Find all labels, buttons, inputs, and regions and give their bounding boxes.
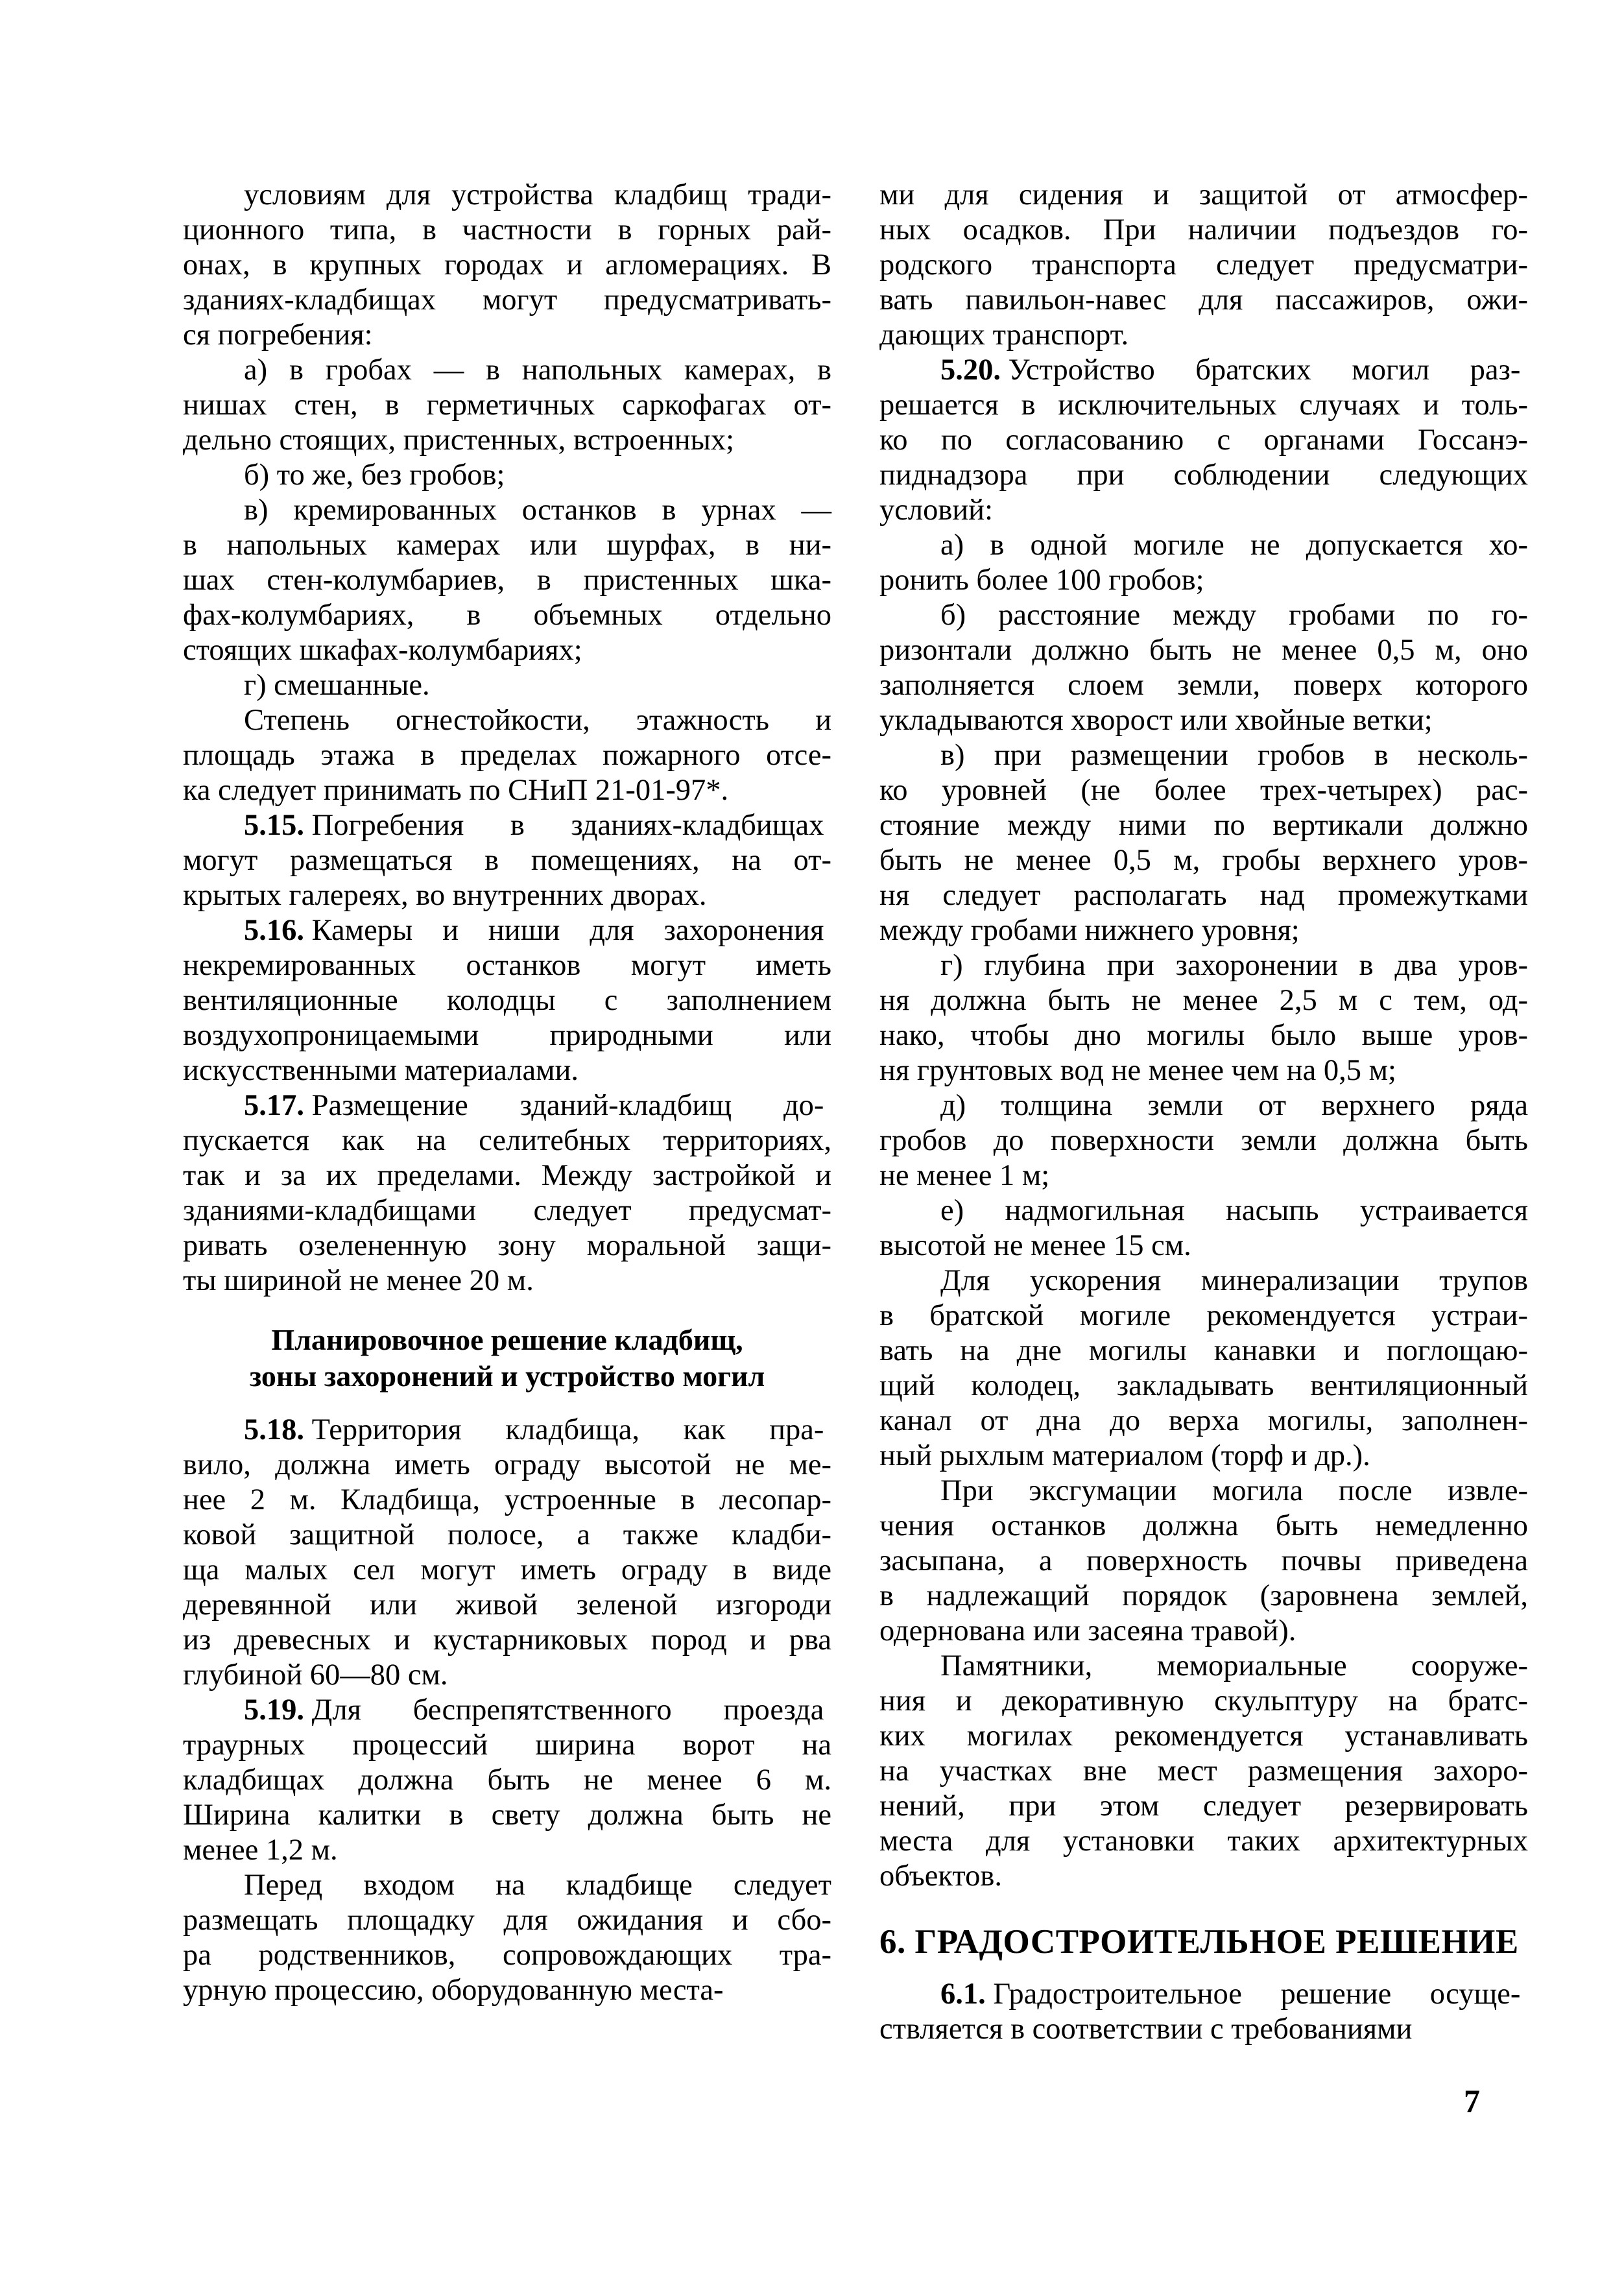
text-line bbox=[879, 1614, 1528, 1649]
text-line bbox=[183, 1728, 831, 1763]
line-text: решается в исключительных случаях и толь- bbox=[879, 389, 1528, 422]
text-line bbox=[183, 1483, 831, 1518]
line-text: ных осадков. При наличии подъездов го- bbox=[879, 213, 1528, 246]
text-line bbox=[879, 773, 1528, 808]
line-text: зданиях-кладбищах могут предусматривать- bbox=[183, 283, 831, 317]
line-text: заполняется слоем земли, поверх которого bbox=[879, 669, 1528, 702]
line-text: урную процессию, оборудованную места- bbox=[183, 1974, 724, 2007]
text-line bbox=[879, 423, 1528, 458]
line-text: е) надмогильная насыпь устраивается bbox=[940, 1194, 1528, 1227]
text-line bbox=[183, 1798, 831, 1833]
text-line bbox=[183, 318, 831, 353]
clause-number: 5.17. bbox=[244, 1089, 304, 1122]
text-line bbox=[183, 948, 831, 983]
line-text: менее 1,2 м. bbox=[183, 1834, 338, 1867]
line-text: щий колодец, закладывать вентиляционный bbox=[879, 1369, 1528, 1402]
line-text: стоящих шкафах-колумбариях; bbox=[183, 634, 582, 667]
text-line bbox=[879, 983, 1528, 1018]
text-line bbox=[879, 178, 1528, 213]
line-text: вило, должна иметь ограду высотой не ме- bbox=[183, 1448, 831, 1481]
paragraph bbox=[879, 598, 1528, 738]
line-text: ко по согласованию с органами Госсанэ- bbox=[879, 424, 1528, 457]
paragraph bbox=[183, 353, 831, 458]
line-text: ривать озелененную зону моральной защи- bbox=[183, 1229, 831, 1262]
heading-line: Планировочное решение кладбищ, bbox=[271, 1323, 743, 1356]
line-text: не менее 1 м; bbox=[879, 1159, 1050, 1192]
line-text: места для установки таких архитектурных bbox=[879, 1824, 1528, 1858]
text-line bbox=[183, 1658, 831, 1693]
paragraph bbox=[183, 493, 831, 668]
line-text: условий: bbox=[879, 494, 993, 527]
text-line bbox=[879, 353, 1528, 388]
section-title: 6. ГРАДОСТРОИТЕЛЬНОЕ РЕШЕНИЕ bbox=[879, 1923, 1519, 1961]
line-text: Погребения в зданиях-кладбищах bbox=[311, 809, 824, 842]
text-line bbox=[879, 703, 1528, 738]
line-text: площадь этажа в пределах пожарного отсе- bbox=[183, 739, 831, 772]
text-line bbox=[879, 1439, 1528, 1474]
text-line bbox=[879, 668, 1528, 703]
line-text: нако, чтобы дно могилы было выше уров- bbox=[879, 1019, 1528, 1052]
text-line bbox=[183, 738, 831, 773]
text-line bbox=[879, 1977, 1528, 2012]
text-line bbox=[183, 878, 831, 913]
line-text: глубиной 60—80 см. bbox=[183, 1658, 448, 1692]
paragraph bbox=[879, 353, 1528, 528]
line-text: ризонтали должно быть не менее 0,5 м, оно bbox=[879, 634, 1528, 667]
line-text: пиднадзора при соблюдении следующих bbox=[879, 459, 1528, 492]
text-line bbox=[879, 843, 1528, 878]
text-line bbox=[183, 668, 831, 703]
paragraph bbox=[183, 1693, 831, 1868]
line-text: одернована или засеяна травой). bbox=[879, 1614, 1296, 1647]
line-text: зданиями-кладбищами следует предусмат- bbox=[183, 1194, 831, 1227]
text-line bbox=[183, 1763, 831, 1798]
text-line bbox=[183, 178, 831, 213]
paragraph bbox=[879, 738, 1528, 948]
paragraph bbox=[183, 913, 831, 1088]
text-line bbox=[879, 1228, 1528, 1263]
line-text: Территория кладбища, как пра- bbox=[311, 1413, 824, 1446]
text-line bbox=[879, 1719, 1528, 1754]
text-line bbox=[183, 1973, 831, 2008]
text-line bbox=[183, 1088, 831, 1123]
line-text: чения останков должна быть немедленно bbox=[879, 1509, 1528, 1542]
text-line bbox=[183, 913, 831, 948]
subsection-heading bbox=[183, 1322, 831, 1394]
line-text: воздухопроницаемыми природными или bbox=[183, 1019, 831, 1052]
line-text: б) то же, без гробов; bbox=[244, 459, 505, 492]
text-line bbox=[183, 493, 831, 528]
line-text: нишах стен, в герметичных саркофагах от- bbox=[183, 389, 831, 422]
text-line bbox=[183, 983, 831, 1018]
text-line bbox=[183, 213, 831, 248]
line-text: При эксгумации могила после извле- bbox=[940, 1474, 1528, 1507]
text-line bbox=[879, 1123, 1528, 1158]
line-text: пускается как на селитебных территориях, bbox=[183, 1124, 831, 1157]
text-line bbox=[183, 1868, 831, 1903]
line-text: так и за их пределами. Между застройкой и bbox=[183, 1159, 831, 1192]
clause-number: 5.18. bbox=[244, 1413, 304, 1446]
line-text: Устройство братских могил раз- bbox=[1008, 353, 1521, 387]
text-line bbox=[183, 1623, 831, 1658]
line-text: на участках вне мест размещения захоро- bbox=[879, 1754, 1528, 1788]
line-text: условиям для устройства кладбищ тради- bbox=[244, 178, 831, 211]
text-line bbox=[183, 1553, 831, 1588]
line-text: быть не менее 0,5 м, гробы верхнего уров- bbox=[879, 844, 1528, 877]
line-text: а) в гробах — в напольных камерах, в bbox=[244, 353, 831, 387]
text-line bbox=[183, 353, 831, 388]
paragraph bbox=[879, 1263, 1528, 1474]
clause-number: 5.15. bbox=[244, 809, 304, 842]
line-text: ко уровней (не более трех-четырех) рас- bbox=[879, 774, 1528, 807]
text-line bbox=[879, 808, 1528, 843]
line-text: кладбищах должна быть не менее 6 м. bbox=[183, 1764, 831, 1797]
line-text: ционного типа, в частности в горных рай- bbox=[183, 213, 831, 246]
paragraph bbox=[183, 178, 831, 353]
paragraph bbox=[183, 458, 831, 493]
line-text: а) в одной могиле не допускается хо- bbox=[940, 529, 1528, 562]
text-line bbox=[879, 948, 1528, 983]
paragraph bbox=[879, 528, 1528, 598]
text-line bbox=[879, 493, 1528, 528]
left-column bbox=[183, 178, 831, 2008]
line-text: в) при размещении гробов в несколь- bbox=[940, 739, 1528, 772]
line-text: вентиляционные колодцы с заполнением bbox=[183, 984, 831, 1017]
line-text: траурных процессий ширина ворот на bbox=[183, 1729, 831, 1762]
text-line bbox=[879, 1544, 1528, 1579]
text-line bbox=[183, 1588, 831, 1623]
heading-line: зоны захоронений и устройство могил bbox=[249, 1359, 765, 1393]
line-text: Ширина калитки в свету должна быть не bbox=[183, 1799, 831, 1832]
paragraph bbox=[879, 1977, 1528, 2047]
paragraph bbox=[183, 1868, 831, 2008]
text-line bbox=[879, 1263, 1528, 1298]
line-text: искусственными материалами. bbox=[183, 1054, 579, 1087]
text-line bbox=[879, 1404, 1528, 1439]
line-text: дающих транспорт. bbox=[879, 318, 1129, 352]
text-line bbox=[879, 1018, 1528, 1053]
text-line bbox=[879, 2012, 1528, 2047]
text-line bbox=[183, 458, 831, 493]
line-text: канал от дна до верха могилы, заполнен- bbox=[879, 1404, 1528, 1437]
line-text: Градостроительное решение осуще- bbox=[993, 1978, 1521, 2011]
line-text: в) кремированных останков в урнах — bbox=[244, 494, 831, 527]
line-text: родского транспорта следует предусматри- bbox=[879, 248, 1528, 281]
text-line bbox=[183, 703, 831, 738]
line-text: высотой не менее 15 см. bbox=[879, 1229, 1191, 1262]
right-column bbox=[879, 178, 1528, 2047]
text-line bbox=[879, 738, 1528, 773]
line-text: в напольных камерах или шурфах, в ни- bbox=[183, 529, 831, 562]
text-line bbox=[879, 248, 1528, 283]
text-line bbox=[183, 1123, 831, 1158]
line-text: стояние между ними по вертикали должно bbox=[879, 809, 1528, 842]
paragraph bbox=[879, 178, 1528, 353]
text-line bbox=[879, 1789, 1528, 1824]
text-line bbox=[183, 598, 831, 633]
line-text: крытых галереях, во внутренних дворах. bbox=[183, 879, 707, 912]
text-line bbox=[183, 1158, 831, 1193]
text-line bbox=[879, 563, 1528, 598]
text-line bbox=[183, 248, 831, 283]
text-line bbox=[879, 1053, 1528, 1088]
line-text: б) расстояние между гробами по го- bbox=[940, 599, 1528, 632]
line-text: укладываются хворост или хвойные ветки; bbox=[879, 704, 1433, 737]
line-text: ствляется в соответствии с требованиями bbox=[879, 2013, 1413, 2046]
paragraph bbox=[879, 1088, 1528, 1193]
line-text: объектов. bbox=[879, 1860, 1002, 1893]
line-text: в братской могиле рекомендуется устраи- bbox=[879, 1299, 1528, 1332]
paragraph bbox=[183, 703, 831, 808]
line-text: ких могилах рекомендуется устанавливать bbox=[879, 1719, 1528, 1753]
line-text: ния и декоративную скульптуру на братс- bbox=[879, 1684, 1528, 1717]
text-line bbox=[879, 1369, 1528, 1404]
line-text: ся погребения: bbox=[183, 318, 373, 352]
line-text: фах-колумбариях, в объемных отдельно bbox=[183, 599, 831, 632]
text-line bbox=[183, 773, 831, 808]
text-line bbox=[879, 283, 1528, 318]
line-text: ня следует располагать над промежутками bbox=[879, 879, 1528, 912]
clause-number: 5.20. bbox=[940, 353, 1001, 387]
text-line bbox=[183, 1193, 831, 1228]
text-line bbox=[183, 1518, 831, 1553]
text-line bbox=[183, 423, 831, 458]
line-text: Размещение зданий-кладбищ до- bbox=[311, 1089, 824, 1122]
line-text: ра родственников, сопровождающих тра- bbox=[183, 1939, 831, 1972]
text-line bbox=[183, 283, 831, 318]
clause-number: 5.19. bbox=[244, 1693, 304, 1727]
line-text: Камеры и ниши для захоронения bbox=[311, 914, 824, 947]
text-line bbox=[879, 1193, 1528, 1228]
line-text: нений, при этом следует резервировать bbox=[879, 1789, 1528, 1823]
paragraph bbox=[183, 1413, 831, 1693]
text-line bbox=[183, 1693, 831, 1728]
line-text: засыпана, а поверхность почвы приведена bbox=[879, 1544, 1528, 1577]
line-text: в надлежащий порядок (заровнена землей, bbox=[879, 1579, 1528, 1612]
clause-number: 5.16. bbox=[244, 914, 304, 947]
text-line bbox=[879, 1334, 1528, 1369]
text-line bbox=[879, 1684, 1528, 1719]
text-line bbox=[183, 1228, 831, 1263]
line-text: ща малых сел могут иметь ограду в виде bbox=[183, 1553, 831, 1586]
text-line bbox=[879, 318, 1528, 353]
clause-number: 6.1. bbox=[940, 1978, 986, 2011]
text-line bbox=[879, 1509, 1528, 1544]
paragraph bbox=[879, 948, 1528, 1088]
line-text: г) глубина при захоронении в два уров- bbox=[940, 949, 1528, 982]
text-line bbox=[879, 633, 1528, 668]
line-text: гробов до поверхности земли должна быть bbox=[879, 1124, 1528, 1157]
line-text: могут размещаться в помещениях, на от- bbox=[183, 844, 831, 877]
text-line bbox=[183, 1413, 831, 1448]
text-line bbox=[879, 598, 1528, 633]
text-line bbox=[879, 1754, 1528, 1789]
text-line bbox=[183, 1053, 831, 1088]
text-line bbox=[183, 808, 831, 843]
text-line bbox=[183, 528, 831, 563]
text-line bbox=[879, 1474, 1528, 1509]
page-number: 7 bbox=[1464, 2083, 1480, 2119]
line-text: вать павильон-навес для пассажиров, ожи- bbox=[879, 283, 1528, 317]
text-line bbox=[879, 1158, 1528, 1193]
text-line bbox=[879, 1088, 1528, 1123]
line-text: размещать площадку для ожидания и сбо- bbox=[183, 1904, 831, 1937]
paragraph bbox=[183, 668, 831, 703]
line-text: между гробами нижнего уровня; bbox=[879, 914, 1300, 947]
paragraph bbox=[879, 1193, 1528, 1263]
text-line bbox=[183, 1448, 831, 1483]
text-line bbox=[879, 1579, 1528, 1614]
line-text: Перед входом на кладбище следует bbox=[244, 1869, 831, 1902]
line-text: нее 2 м. Кладбища, устроенные в лесопар- bbox=[183, 1483, 831, 1516]
text-line bbox=[183, 1903, 831, 1938]
text-line bbox=[183, 1833, 831, 1868]
line-text: Степень огнестойкости, этажность и bbox=[244, 704, 831, 737]
text-line bbox=[879, 1824, 1528, 1859]
line-text: ня грунтовых вод не менее чем на 0,5 м; bbox=[879, 1054, 1396, 1087]
line-text: дельно стоящих, пристенных, встроенных; bbox=[183, 424, 734, 457]
line-text: деревянной или живой зеленой изгороди bbox=[183, 1588, 831, 1621]
paragraph bbox=[183, 808, 831, 913]
text-line bbox=[879, 528, 1528, 563]
text-line bbox=[879, 1649, 1528, 1684]
line-text: некремированных останков могут иметь bbox=[183, 949, 831, 982]
text-line bbox=[879, 388, 1528, 423]
text-line bbox=[879, 1298, 1528, 1334]
line-text: из древесных и кустарниковых пород и рва bbox=[183, 1623, 831, 1657]
paragraph bbox=[879, 1649, 1528, 1894]
text-line bbox=[183, 388, 831, 423]
line-text: ронить более 100 гробов; bbox=[879, 564, 1204, 597]
line-text: Памятники, мемориальные сооруже- bbox=[940, 1649, 1528, 1682]
text-line bbox=[879, 1859, 1528, 1894]
line-text: ковой защитной полосе, а также кладби- bbox=[183, 1518, 831, 1551]
text-line bbox=[879, 913, 1528, 948]
line-text: онах, в крупных городах и агломерациях. В bbox=[183, 248, 831, 281]
line-text: ня должна быть не менее 2,5 м с тем, од- bbox=[879, 984, 1528, 1017]
text-line bbox=[183, 1263, 831, 1298]
text-line bbox=[183, 563, 831, 598]
line-text: Для ускорения минерализации трупов bbox=[940, 1264, 1528, 1297]
line-text: г) смешанные. bbox=[244, 669, 430, 702]
line-text: вать на дне могилы канавки и поглощаю- bbox=[879, 1334, 1528, 1367]
text-line bbox=[879, 213, 1528, 248]
line-text: ты шириной не менее 20 м. bbox=[183, 1264, 534, 1297]
text-line bbox=[879, 878, 1528, 913]
line-text: ка следует принимать по СНиП 21-01-97*. bbox=[183, 774, 729, 807]
text-line bbox=[183, 1018, 831, 1053]
line-text: шах стен-колумбариев, в пристенных шка- bbox=[183, 564, 831, 597]
paragraph bbox=[879, 1474, 1528, 1649]
line-text: ми для сидения и защитой от атмосфер- bbox=[879, 178, 1528, 211]
text-line bbox=[183, 1938, 831, 1973]
line-text: Для беспрепятственного проезда bbox=[311, 1693, 824, 1727]
text-line bbox=[879, 458, 1528, 493]
text-line bbox=[183, 843, 831, 878]
paragraph bbox=[183, 1088, 831, 1298]
line-text: ный рыхлым материалом (торф и др.). bbox=[879, 1439, 1370, 1472]
text-line bbox=[183, 633, 831, 668]
line-text: д) толщина земли от верхнего ряда bbox=[940, 1089, 1528, 1122]
